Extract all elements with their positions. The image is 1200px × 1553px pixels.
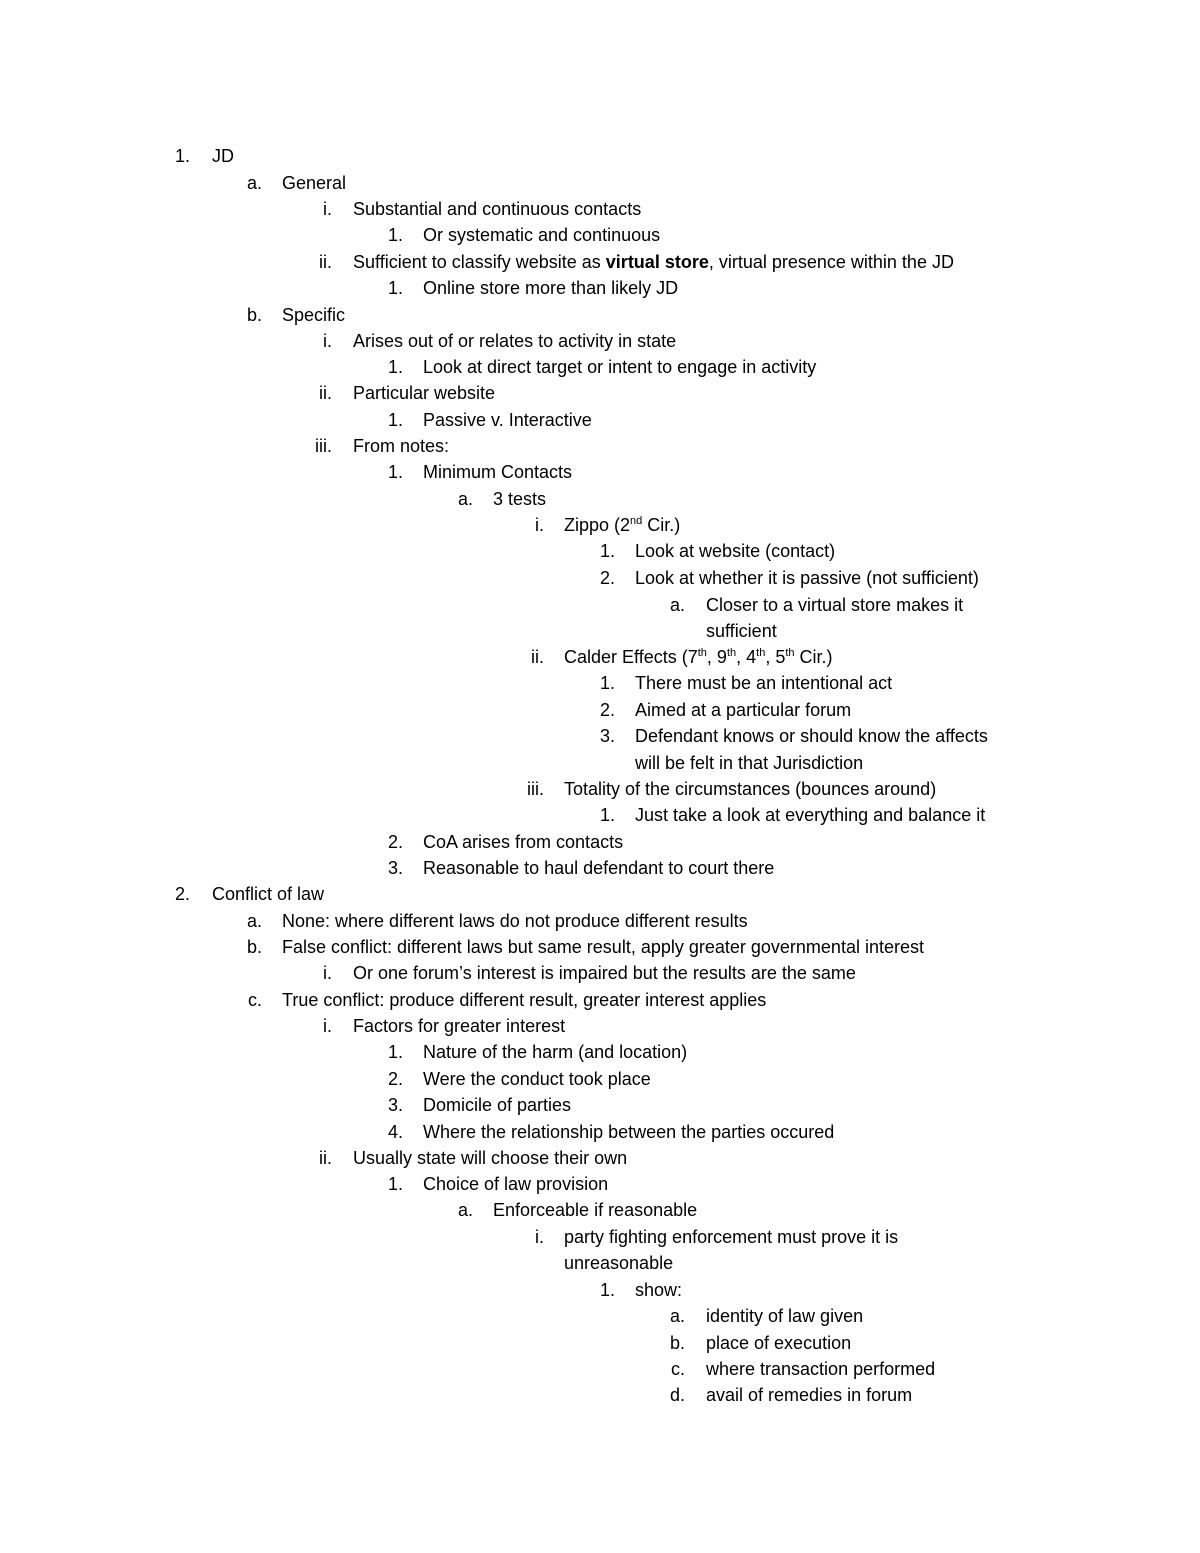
list-marker: i. xyxy=(323,331,332,351)
list-marker: 2. xyxy=(174,884,190,904)
list-marker: 1. xyxy=(599,541,615,561)
list-marker: 2. xyxy=(599,700,615,720)
list-marker: iii. xyxy=(527,779,544,799)
list-marker: 1. xyxy=(387,1042,403,1062)
list-marker: i. xyxy=(323,199,332,219)
list-text: Conflict of law xyxy=(212,884,325,904)
list-text: Minimum Contacts xyxy=(423,462,573,482)
bold-term: virtual store xyxy=(605,252,709,272)
list-text: Enforceable if reasonable xyxy=(493,1200,698,1220)
list-text: Aimed at a particular forum xyxy=(635,700,852,720)
list-text: Totality of the circumstances (bounces around) xyxy=(564,779,937,799)
list-text: Factors for greater interest xyxy=(353,1016,566,1036)
list-marker: b. xyxy=(669,1333,685,1353)
list-text: show: xyxy=(635,1280,683,1300)
list-text: Online store more than likely JD xyxy=(423,278,679,298)
list-text: CoA arises from contacts xyxy=(423,832,624,852)
list-text: Particular website xyxy=(353,383,496,403)
list-marker: ii. xyxy=(531,647,544,667)
list-text: Choice of law provision xyxy=(423,1174,609,1194)
list-text: None: where different laws do not produce different results xyxy=(282,911,748,931)
list-marker: b. xyxy=(246,305,262,325)
list-marker: 3. xyxy=(387,858,403,878)
list-marker: 1. xyxy=(387,462,403,482)
list-marker: a. xyxy=(457,489,473,509)
list-text: will be felt in that Jurisdiction xyxy=(635,753,864,773)
list-marker: a. xyxy=(669,595,685,615)
list-text: From notes: xyxy=(353,436,450,456)
list-text: False conflict: different laws but same result, apply greater governmental interest xyxy=(282,937,924,957)
list-text: unreasonable xyxy=(564,1253,674,1273)
list-marker: 1. xyxy=(599,805,615,825)
list-text: Or systematic and continuous xyxy=(423,225,661,245)
list-marker: ii. xyxy=(319,1148,332,1168)
list-text: Reasonable to haul defendant to court there xyxy=(423,858,775,878)
list-marker: a. xyxy=(246,173,262,193)
list-marker: ii. xyxy=(319,383,332,403)
list-marker: 3. xyxy=(599,726,615,746)
list-text: Sufficient to classify website as virtual store, virtual presence within the JD xyxy=(353,252,954,272)
list-text: avail of remedies in forum xyxy=(706,1385,913,1405)
list-marker: 2. xyxy=(599,568,615,588)
list-marker: i. xyxy=(535,1227,544,1247)
list-text: Zippo (2nd Cir.) xyxy=(564,515,681,535)
list-text: Substantial and continuous contacts xyxy=(353,199,642,219)
list-marker: 1. xyxy=(174,146,190,166)
list-text: Where the relationship between the parties occured xyxy=(423,1122,835,1142)
list-text: Usually state will choose their own xyxy=(353,1148,628,1168)
list-text: Look at direct target or intent to engage in activity xyxy=(423,357,817,377)
list-marker: c. xyxy=(247,990,262,1010)
list-marker: 1. xyxy=(387,278,403,298)
list-marker: i. xyxy=(323,1016,332,1036)
list-text: Look at whether it is passive (not sufficient) xyxy=(635,568,979,588)
list-marker: i. xyxy=(535,515,544,535)
list-marker: 2. xyxy=(387,1069,403,1089)
list-text: Defendant knows or should know the affects xyxy=(635,726,988,746)
list-text: JD xyxy=(212,146,234,166)
list-marker: i. xyxy=(323,963,332,983)
list-text: party fighting enforcement must prove it is xyxy=(564,1227,899,1247)
list-text: Closer to a virtual store makes it xyxy=(706,595,964,615)
list-text: sufficient xyxy=(706,621,777,641)
list-text: Look at website (contact) xyxy=(635,541,836,561)
list-marker: 4. xyxy=(387,1122,403,1142)
list-text: where transaction performed xyxy=(706,1359,936,1379)
list-text: Just take a look at everything and balance it xyxy=(635,805,986,825)
list-marker: 1. xyxy=(387,1174,403,1194)
list-text: identity of law given xyxy=(706,1306,864,1326)
list-text: 3 tests xyxy=(493,489,547,509)
list-text: Domicile of parties xyxy=(423,1095,572,1115)
list-marker: a. xyxy=(669,1306,685,1326)
list-marker: 1. xyxy=(599,1280,615,1300)
list-text: Arises out of or relates to activity in state xyxy=(353,331,677,351)
list-marker: ii. xyxy=(319,252,332,272)
list-text: There must be an intentional act xyxy=(635,673,893,693)
list-text: Specific xyxy=(282,305,346,325)
list-text: Passive v. Interactive xyxy=(423,410,592,430)
list-marker: a. xyxy=(457,1200,473,1220)
list-marker: 1. xyxy=(599,673,615,693)
list-marker: 1. xyxy=(387,225,403,245)
list-marker: a. xyxy=(246,911,262,931)
list-text: Were the conduct took place xyxy=(423,1069,651,1089)
list-marker: 2. xyxy=(387,832,403,852)
list-text: Or one forum’s interest is impaired but the results are the same xyxy=(353,963,856,983)
list-text: Nature of the harm (and location) xyxy=(423,1042,688,1062)
list-marker: iii. xyxy=(315,436,332,456)
list-text: True conflict: produce different result, greater interest applies xyxy=(282,990,767,1010)
list-marker: d. xyxy=(669,1385,685,1405)
list-marker: 3. xyxy=(387,1095,403,1115)
list-text: General xyxy=(282,173,347,193)
list-text: place of execution xyxy=(706,1333,852,1353)
list-marker: 1. xyxy=(387,410,403,430)
list-marker: 1. xyxy=(387,357,403,377)
list-text: Calder Effects (7th, 9th, 4th, 5th Cir.) xyxy=(564,647,833,667)
list-marker: c. xyxy=(670,1359,685,1379)
list-marker: b. xyxy=(246,937,262,957)
